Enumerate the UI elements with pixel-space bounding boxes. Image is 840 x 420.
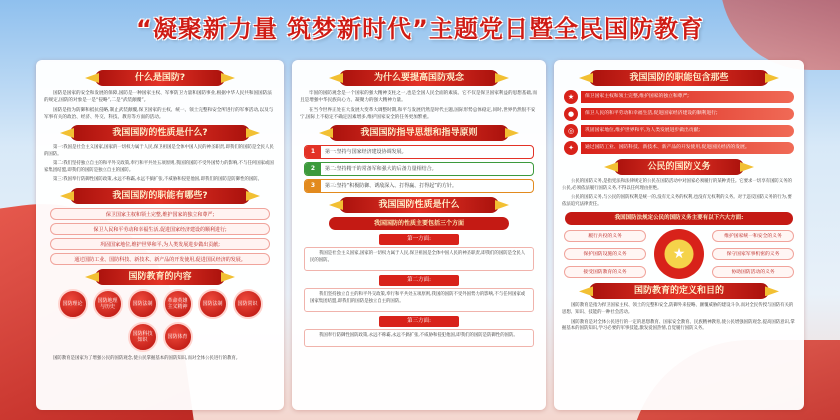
list-item: 保卫国家主权和领土完整,维护国家的独立和尊严; — [50, 208, 270, 220]
duty-grid — [564, 229, 794, 279]
duty-item: 协助国防活动的义务 — [712, 266, 794, 278]
duty-row: ★ 保卫国家主权和领土完整,维护国家的独立和尊严; — [564, 90, 794, 104]
ribbon-education-definition: 国防教育的定义和目的 — [589, 283, 769, 299]
aspect-box — [304, 288, 534, 312]
circle-item: 国防法制 — [128, 289, 158, 319]
ribbon-functions-include: 我国国防的职能包含那些 — [589, 70, 769, 86]
paragraph: 第三:我国奉行防御性国防政策,永远不称霸,永远不搞扩张,不威胁和侵犯他国,即我们的国防是防御性的国防。 — [53, 177, 263, 183]
title-area — [0, 4, 840, 54]
principle-row: 2 第二:坚持精干的常备军和强大的后备力量相结合。 — [304, 162, 534, 176]
aspect-heading: 第三方面: — [379, 316, 459, 327]
ribbon-what-is-defense: 什么是国防? — [95, 70, 225, 86]
emblem-icon: ★ — [654, 229, 704, 279]
paragraph: 我国奉行防御性国防政策,永远不称霸,永远不搞扩张,不威胁和侵犯他国,即我们的国防是防御性的国防。 — [319, 333, 518, 339]
aspect-box — [304, 329, 534, 347]
aspect-heading: 第一方面: — [379, 234, 459, 245]
duty-row: ● 保卫人民的和平劳动和幸福生活,促进国家经济建设的顺利进行; — [564, 107, 794, 121]
ribbon-defense-nature: 我国国防的性质是什么? — [70, 125, 250, 141]
aspect-heading: 第二方面: — [379, 275, 459, 286]
principle-row: 3 第三:坚持“积极防御、诱敌深入、打得赢、打得起”的方针。 — [304, 179, 534, 193]
circle-item: 国防体育 — [163, 322, 193, 352]
paragraph: 国防教育是对全体公民进行的一定的思想教育、国家安全教育、民族精神教育,使公民增强国防观念,提高国防意识,掌握基本的国防知识,学习必要的军事技能,激发爱国热情,自觉履行国防义务。 — [562, 319, 795, 332]
gear-icon: ✦ — [564, 141, 578, 155]
ribbon-defense-nature-2: 我国国防性质是什么 — [339, 197, 499, 213]
person-icon: ● — [564, 107, 578, 121]
list-item: 通过国防工业、国防科技、新技术、新产品的开发使用,促进国民经济的发展。 — [50, 253, 270, 265]
panel-right — [554, 60, 804, 410]
paragraph: 国防是国家的安全和发展的保障,国防是一种国家主权、军事防卫力量和国防事业,根据中华人民共和国国防法的规定,国防的对象是一是“侵略”,二是“武装颠覆”。 — [44, 91, 272, 103]
circle-item: 国防理论 — [58, 289, 88, 319]
paragraph: 我们坚持独立自主的和平外交政策,奉行和平共处五项原则,我国的国防不受外国势力的影响,不与任何国家或国家集团结盟,即我们的国防是独立自主的国防。 — [310, 292, 526, 304]
circle-item: 革命英雄主义精神 — [163, 289, 193, 319]
globe-icon: ◎ — [564, 124, 578, 138]
duty-item: 履行兵役的义务 — [564, 230, 646, 242]
paragraph: 国防是指为防御和抵抗侵略,制止武装颠覆,保卫国家的主权、统一、领土完整和安全所进行的军事活动,以及与军事有关的政治、经济、外交、科技、教育等方面的活动。 — [44, 108, 274, 120]
ribbon-defense-functions: 我国国防的职能有哪些? — [70, 188, 250, 204]
list-item: 保卫人民和平劳动和幸福生活,促进国家经济建设的顺利进行; — [50, 223, 270, 235]
panel-middle — [292, 60, 546, 410]
paragraph: 第二:我们坚持独立自主的和平外交政策,奉行和平共处五项原则,我国的国防不受外国势力的影响,不与任何国家或国家集团结盟,即我们的国防是独立自主的国防。 — [44, 161, 274, 173]
duty-item: 维护国家统一和安全的义务 — [712, 230, 794, 242]
duty-subtitle: 我国国防法规定公民的国防义务主要有以下六大方面: — [565, 212, 793, 225]
ribbon-citizen-duty: 公民的国防义务 — [614, 159, 744, 175]
circle-item: 国防科技知识 — [128, 322, 158, 352]
ribbon-why-raise-awareness: 为什么要提高国防观念 — [339, 70, 499, 86]
nature-subtitle: 我国国防的性质主要包括三个方面 — [329, 217, 509, 230]
duty-item: 保守国家军事机密的义务 — [712, 248, 794, 260]
paragraph: 国防教育是国家为了增强公民的国防观念,使公民掌握基本的国防知识,而对全体公民进行的教育。 — [53, 355, 241, 361]
circle-item: 国防常识 — [233, 289, 263, 319]
panel-left — [36, 60, 284, 410]
paragraph: 我国是社会主义国家,国家的一切权力属于人民,保卫祖国是全体中国人民的神圣职责,即我们的国防是全民人民的国防。 — [310, 251, 526, 263]
paragraph: 公民的国防义务,与公民的国防权利是统一的,没有无义务的权利,也没有无权利的义务。对于违反国防义务的行为,要依法追究法律责任。 — [562, 195, 792, 207]
paragraph: 公民的国防义务,是指宪法和法律规定的公民在国防活动中对国家必须履行的某种责任。它要求一切享有国防义务的公民,必须依法履行国防义务,不得以任何理由拒绝。 — [562, 179, 792, 191]
paragraph: 在当今世界正处在大发展大变革大调整时期,和平与发展仍然是时代主题,国际形势总体稳定,同时,世界仍然很不安宁,国际上不稳定不确定因素增多,维护国家安全的任务更加繁重。 — [300, 108, 536, 120]
ribbon-education-content: 国防教育的内容 — [95, 269, 225, 285]
duty-row: ✦ 通过国防工业、国防科技、新技术、新产品的开发使用,促进国民经济的发展。 — [564, 141, 794, 155]
ribbon-guiding-principles: 我国国防指导思想和指导原则 — [329, 125, 509, 141]
flag-icon: ★ — [564, 90, 578, 104]
paragraph: 国防教育是指为捍卫国家主权、领土的完整和安全,防御外来侵略、颠覆威胁的建设斗争,而对全民传授与国防有关的思想、知识、技能的一种社会活动。 — [562, 303, 794, 315]
content-circles — [44, 289, 276, 352]
aspect-box — [304, 247, 534, 271]
function-list — [50, 208, 270, 265]
circle-item: 国防法制 — [198, 289, 228, 319]
principle-row: 1 第一:坚持与国家经济建设协调发展。 — [304, 145, 534, 159]
paragraph: 第一:我国是社会主义国家,国家的一切权力属于人民,保卫祖国是全体中国人民的神圣职责,即我们的国防是全民人民的国防。 — [44, 145, 274, 157]
circle-item: 国防地理与历史 — [93, 289, 123, 319]
main-title: “凝聚新力量 筑梦新时代”主题党日暨全民国防教育 — [136, 15, 704, 43]
list-item: 巩固国家地位,维护世界和平,为人类发展进步做出贡献; — [50, 238, 270, 250]
duty-item: 接受国防教育的义务 — [564, 266, 646, 278]
duty-item: 保护国防设施的义务 — [564, 248, 646, 260]
duty-row: ◎ 巩固国家地位,维护世界和平,为人类发展进步做出贡献; — [564, 124, 794, 138]
paragraph: 牢固的国防观念是一个国家的强大精神支柱之一,也是全国人民全面的素质。它不仅是保卫国家利益的思想基础,而且是增强中华民族向心力、凝聚力的强大精神力量。 — [300, 91, 538, 103]
